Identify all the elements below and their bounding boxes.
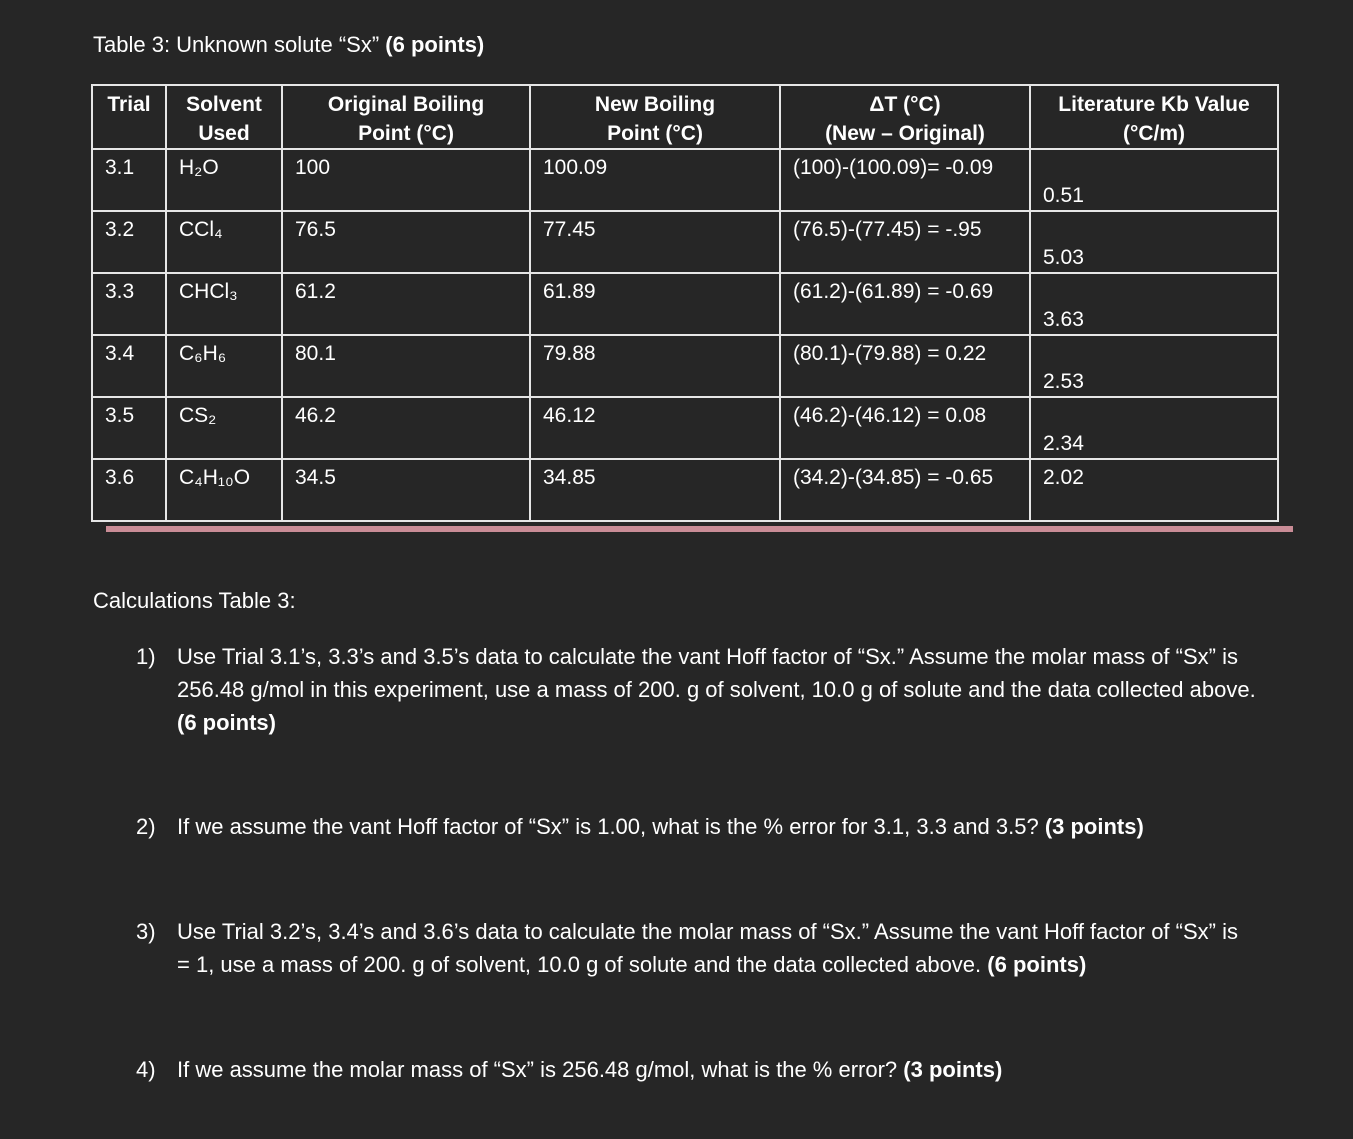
cell-original-bp: 80.1 xyxy=(282,335,530,397)
header-new-boiling-point: New Boiling Point (°C) xyxy=(530,85,780,149)
cell-trial: 3.5 xyxy=(92,397,166,459)
cell-original-bp: 34.5 xyxy=(282,459,530,521)
question-points: (6 points) xyxy=(987,952,1087,977)
question-points: (3 points) xyxy=(1044,814,1144,839)
question-3 xyxy=(136,915,1256,981)
cell-kb: 2.34 xyxy=(1030,397,1278,459)
table-row xyxy=(92,335,1278,397)
question-number: 3) xyxy=(136,919,156,944)
cell-trial: 3.1 xyxy=(92,149,166,211)
cell-delta-t: (46.2)-(46.12) = 0.08 xyxy=(780,397,1030,459)
cell-new-bp: 100.09 xyxy=(530,149,780,211)
question-2 xyxy=(136,810,1256,843)
cell-original-bp: 46.2 xyxy=(282,397,530,459)
cell-kb: 3.63 xyxy=(1030,273,1278,335)
question-number: 2) xyxy=(136,814,156,839)
cell-original-bp: 76.5 xyxy=(282,211,530,273)
table-row xyxy=(92,211,1278,273)
cell-original-bp: 61.2 xyxy=(282,273,530,335)
question-text: If we assume the molar mass of “Sx” is 256.48 g/mol, what is the % error? xyxy=(177,1057,898,1082)
question-1 xyxy=(136,640,1256,739)
question-text: Use Trial 3.2’s, 3.4’s and 3.6’s data to calculate the molar mass of “Sx.” Assume the vant Hoff factor of “Sx” is = 1, use a mass of 200. g of solvent, 10.0 g of solute and the data collected above. xyxy=(177,919,1238,977)
table-title-text: Table 3: Unknown solute “Sx” xyxy=(93,32,380,57)
question-number: 1) xyxy=(136,644,156,669)
header-solvent: Solvent Used xyxy=(166,85,282,149)
cell-new-bp: 46.12 xyxy=(530,397,780,459)
header-delta-t: ΔT (°C) (New – Original) xyxy=(780,85,1030,149)
question-text: Use Trial 3.1’s, 3.3’s and 3.5’s data to calculate the vant Hoff factor of “Sx.” Assume the molar mass of “Sx” is 256.48 g/mol in this experiment, use a mass of 200. g of solvent, 10.0 g of solute and the data collected above. xyxy=(177,644,1256,702)
cell-solvent: CCl₄ xyxy=(166,211,282,273)
cell-solvent: CS₂ xyxy=(166,397,282,459)
table-row xyxy=(92,273,1278,335)
cell-delta-t: (34.2)-(34.85) = -0.65 xyxy=(780,459,1030,521)
header-original-boiling-point: Original Boiling Point (°C) xyxy=(282,85,530,149)
cell-trial: 3.3 xyxy=(92,273,166,335)
question-text: If we assume the vant Hoff factor of “Sx” is 1.00, what is the % error for 3.1, 3.3 and 3.5? xyxy=(177,814,1039,839)
cell-new-bp: 77.45 xyxy=(530,211,780,273)
cell-kb: 2.02 xyxy=(1030,459,1278,521)
data-table xyxy=(91,84,1279,522)
cell-trial: 3.4 xyxy=(92,335,166,397)
divider-line xyxy=(106,526,1293,532)
cell-delta-t: (100)-(100.09)= -0.09 xyxy=(780,149,1030,211)
table-row xyxy=(92,149,1278,211)
question-number: 4) xyxy=(136,1057,156,1082)
table-row xyxy=(92,459,1278,521)
cell-delta-t: (61.2)-(61.89) = -0.69 xyxy=(780,273,1030,335)
cell-solvent: C₆H₆ xyxy=(166,335,282,397)
cell-original-bp: 100 xyxy=(282,149,530,211)
cell-trial: 3.2 xyxy=(92,211,166,273)
header-literature-kb: Literature Kb Value (°C/m) xyxy=(1030,85,1278,149)
cell-new-bp: 61.89 xyxy=(530,273,780,335)
cell-trial: 3.6 xyxy=(92,459,166,521)
cell-new-bp: 79.88 xyxy=(530,335,780,397)
cell-delta-t: (76.5)-(77.45) = -.95 xyxy=(780,211,1030,273)
table-row xyxy=(92,397,1278,459)
cell-new-bp: 34.85 xyxy=(530,459,780,521)
table-title xyxy=(93,32,484,58)
table-header-row xyxy=(92,85,1278,149)
question-4 xyxy=(136,1053,1256,1086)
cell-kb: 2.53 xyxy=(1030,335,1278,397)
cell-delta-t: (80.1)-(79.88) = 0.22 xyxy=(780,335,1030,397)
question-points: (3 points) xyxy=(903,1057,1003,1082)
header-trial: Trial xyxy=(92,85,166,149)
question-points: (6 points) xyxy=(177,710,276,735)
cell-solvent: CHCl₃ xyxy=(166,273,282,335)
table-title-points: (6 points) xyxy=(385,32,485,57)
cell-solvent: H₂O xyxy=(166,149,282,211)
cell-solvent: C₄H₁₀O xyxy=(166,459,282,521)
cell-kb: 0.51 xyxy=(1030,149,1278,211)
calculations-title: Calculations Table 3: xyxy=(93,588,296,613)
cell-kb: 5.03 xyxy=(1030,211,1278,273)
